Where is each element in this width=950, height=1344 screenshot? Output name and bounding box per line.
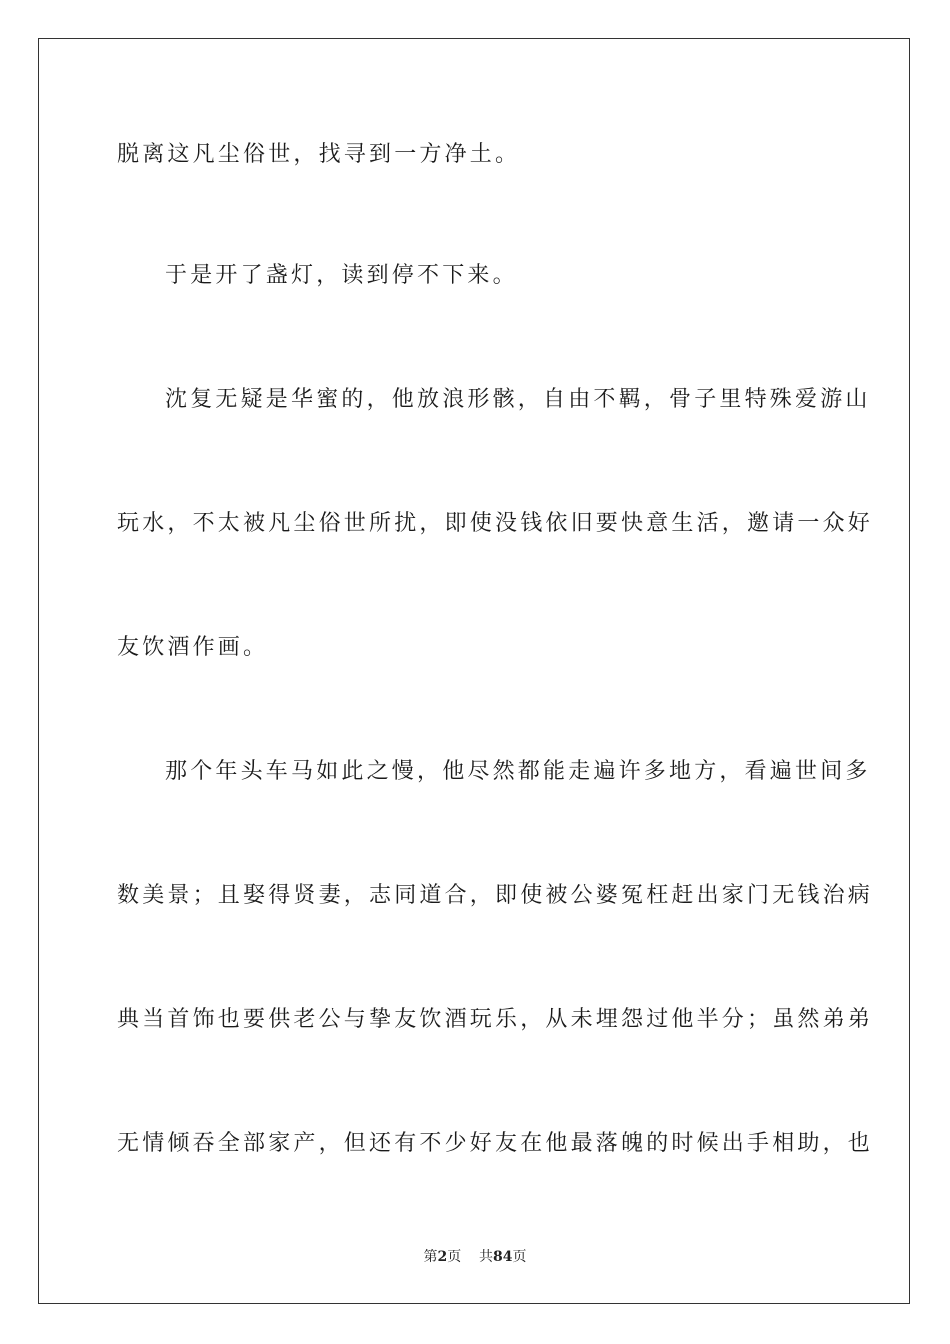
paragraph-line: 脱离这凡尘俗世，找寻到一方净土。 [117, 142, 521, 167]
total-suffix: 页 [512, 1249, 527, 1265]
page-number: 2 [437, 1249, 448, 1265]
paragraph-line: 沈复无疑是华蜜的，他放浪形骸，自由不羁，骨子里特殊爱游山 [165, 387, 871, 412]
page-suffix: 页 [447, 1249, 462, 1265]
total-pages: 84 [493, 1249, 513, 1265]
total-prefix: 共 [479, 1249, 494, 1265]
paragraph-line: 玩水，不太被凡尘俗世所扰，即使没钱依旧要快意生活，邀请一众好 [117, 511, 874, 536]
paragraph-line: 那个年头车马如此之慢，他尽然都能走遍许多地方，看遍世间多 [165, 759, 871, 784]
page-border [38, 38, 910, 1304]
paragraph-line: 典当首饰也要供老公与挚友饮酒玩乐，从未埋怨过他半分；虽然弟弟 [117, 1007, 874, 1032]
page-prefix: 第 [423, 1249, 438, 1265]
paragraph-line: 数美景；且娶得贤妻，志同道合，即使被公婆冤枉赶出家门无钱治病 [117, 883, 874, 908]
paragraph-line: 友饮酒作画。 [117, 635, 269, 660]
paragraph-line: 无情倾吞全部家产，但还有不少好友在他最落魄的时候出手相助，也 [117, 1131, 874, 1156]
paragraph-line: 于是开了盏灯，读到停不下来。 [165, 263, 518, 288]
page-footer [0, 1248, 950, 1266]
